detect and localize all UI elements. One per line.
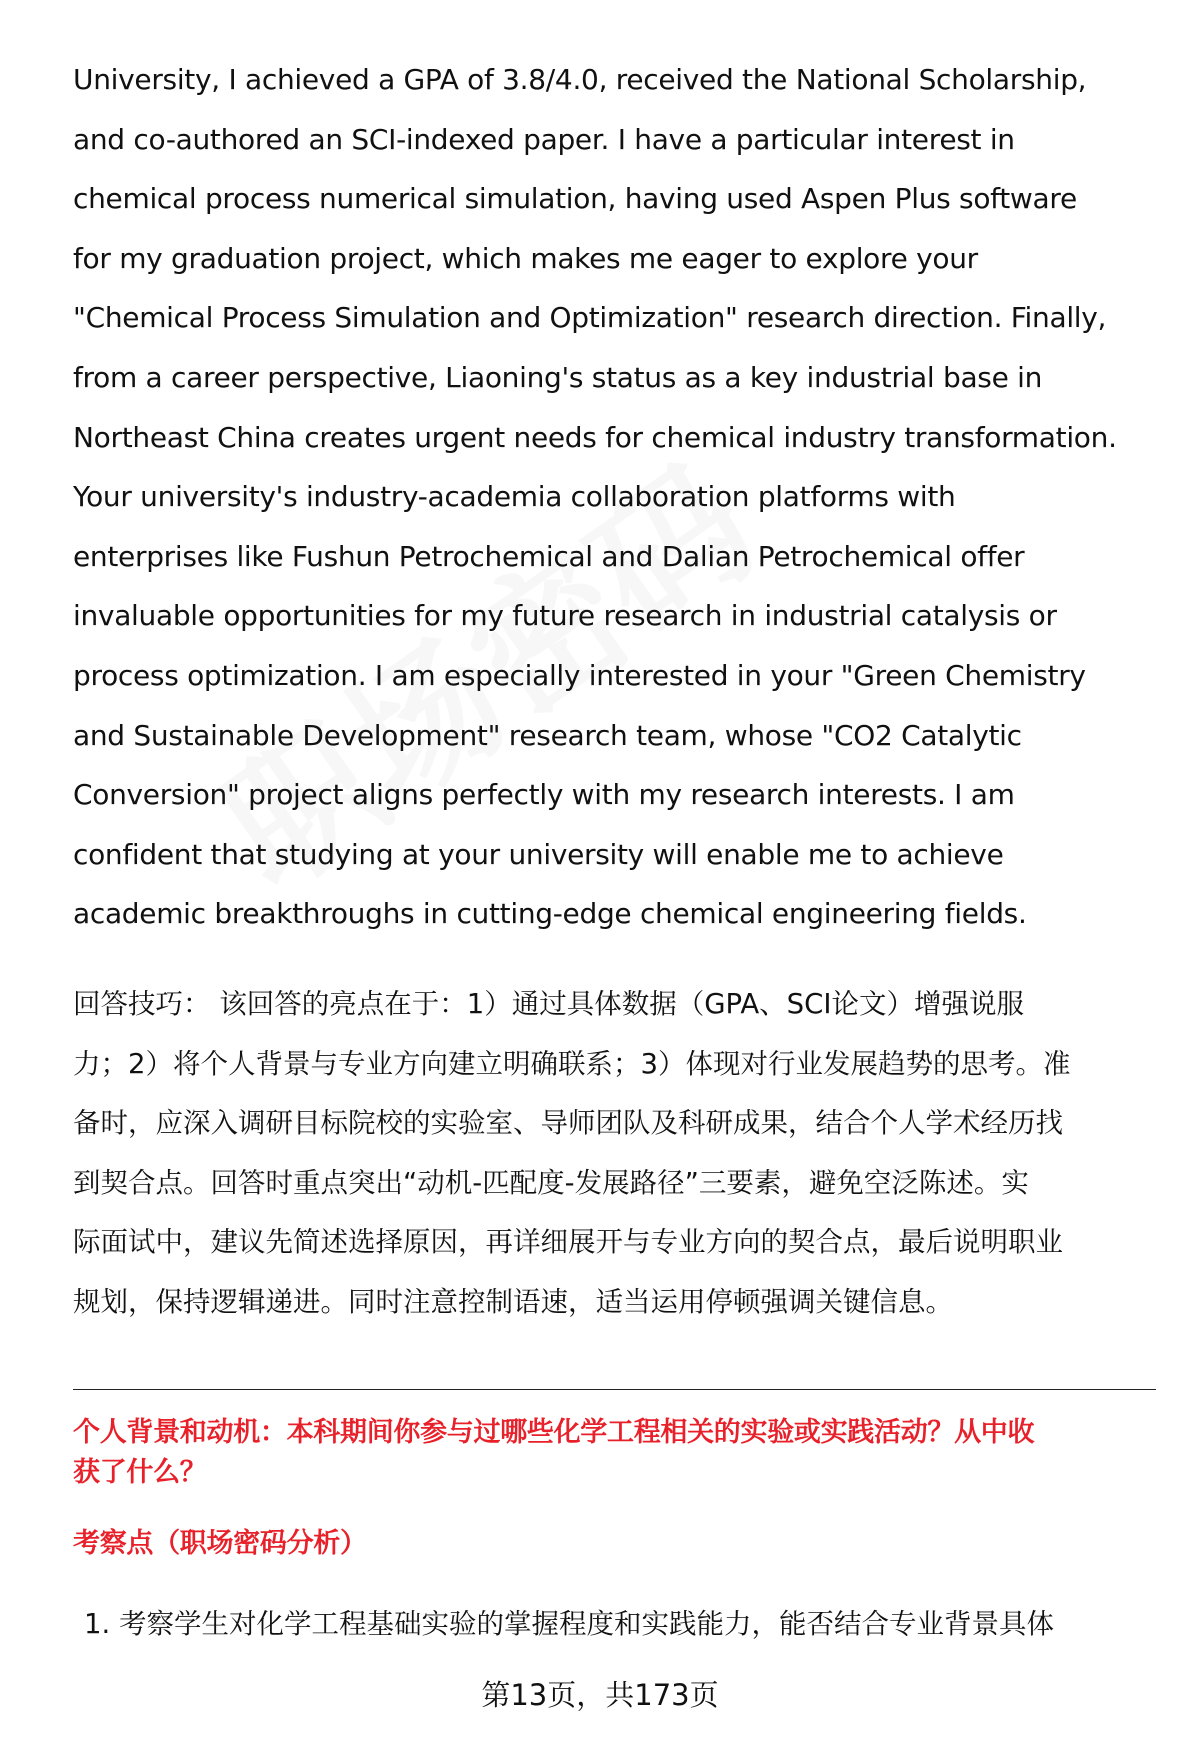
text-line: for my graduation project, which makes me eager to explore your — [73, 241, 978, 275]
text-line: process optimization. I am especially interested in your "Green Chemistry — [73, 659, 1086, 692]
section-divider — [73, 1389, 1156, 1390]
list-item: 1. 考察学生对化学工程基础实验的掌握程度和实践能力，能否结合专业背景具体 — [84, 1608, 1054, 1640]
text-line: 际面试中，建议先简述选择原因，再详细展开与专业方向的契合点，最后说明职业 — [73, 1226, 1063, 1259]
text-line: invaluable opportunities for my future research in industrial catalysis or — [73, 599, 1057, 633]
text-line: "Chemical Process Simulation and Optimization" research direction. Finally, — [73, 301, 1107, 335]
text-line: 备时，应深入调研目标院校的实验室、导师团队及科研成果，结合个人学术经历找 — [73, 1107, 1063, 1140]
text-line: 规划，保持逻辑递进。同时注意控制语速，适当运用停顿强调关键信息。 — [73, 1286, 953, 1318]
text-line: 力；2）将个人背景与专业方向建立明确联系；3）体现对行业发展趋势的思考。准 — [73, 1047, 1071, 1080]
text-line: enterprises like Fushun Petrochemical and Dalian Petrochemical offer — [73, 539, 1025, 573]
text-line: and Sustainable Development" research team, whose "CO2 Catalytic — [73, 718, 1022, 752]
text-line: from a career perspective, Liaoning's status as a key industrial base in — [73, 361, 1043, 394]
text-line: Your university's industry-academia collaboration platforms with — [73, 480, 956, 514]
text-line: Northeast China creates urgent needs for chemical industry transformation. — [73, 420, 1117, 454]
text-line: Conversion" project aligns perfectly with my research interests. I am — [73, 778, 1015, 812]
section-heading: 考察点（职场密码分析） — [73, 1528, 367, 1559]
text-line: academic breakthroughs in cutting-edge chemical engineering fields. — [73, 897, 1027, 931]
question-line: 个人背景和动机：本科期间你参与过哪些化学工程相关的实验或实践活动？从中收 — [73, 1417, 1035, 1448]
text-line: and co-authored an SCI-indexed paper. I have a particular interest in — [73, 122, 1015, 156]
question-line: 获了什么？ — [73, 1457, 207, 1488]
text-line: University, I achieved a GPA of 3.8/4.0, received the National Scholarship, — [73, 63, 1087, 96]
text-line: 到契合点。回答时重点突出“动机-匹配度-发展路径”三要素，避免空泛陈述。实 — [73, 1166, 1029, 1199]
text-line: confident that studying at your university will enable me to achieve — [73, 837, 1004, 871]
text-line: chemical process numerical simulation, having used Aspen Plus software — [73, 182, 1077, 216]
page-footer: 第13页，共173页 — [481, 1678, 719, 1712]
text-line: 回答技巧： 该回答的亮点在于：1）通过具体数据（GPA、SCI论文）增强说服 — [73, 988, 1024, 1020]
